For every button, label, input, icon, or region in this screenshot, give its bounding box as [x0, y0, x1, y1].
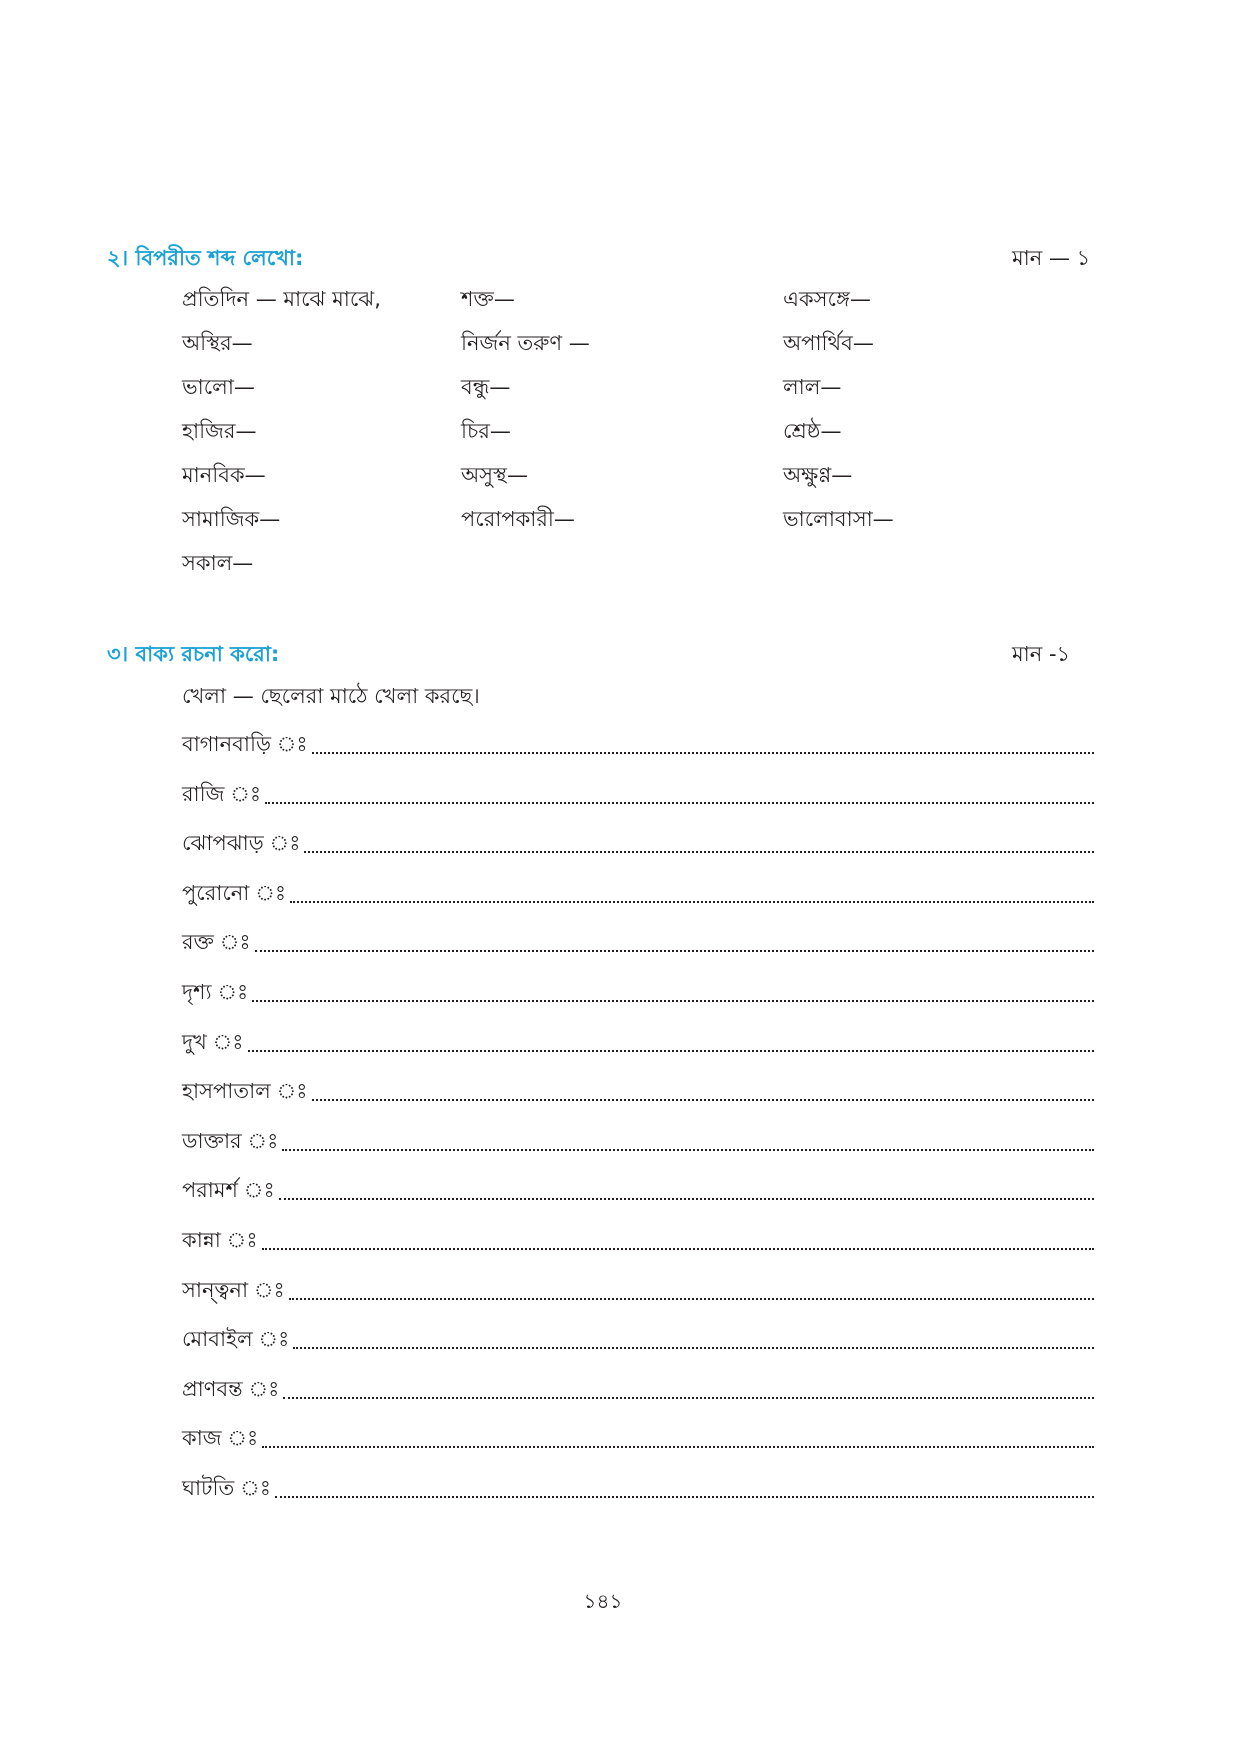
section-3-header — [107, 638, 1107, 672]
answer-line[interactable] — [275, 1496, 1094, 1498]
example-sentence: খেলা — ছেলেরা মাঠে খেলা করছে। — [182, 684, 480, 708]
sentence-word: রক্ত ঃ — [182, 930, 251, 955]
section-2-title: ২। বিপরীত শব্দ লেখো: — [107, 246, 304, 270]
sentence-row — [182, 1224, 1094, 1274]
antonym-item: হাজির— — [182, 419, 257, 443]
answer-line[interactable] — [262, 1446, 1094, 1448]
sentence-word: ঘাটতি ঃ — [182, 1475, 271, 1500]
sentence-word: হাসপাতাল ঃ — [182, 1079, 308, 1104]
antonym-row — [182, 415, 1002, 459]
antonym-item: অস্থির— — [182, 331, 253, 355]
antonym-item: অসুস্থ— — [461, 463, 528, 487]
sentence-list — [182, 728, 1094, 1522]
section-2-header — [107, 242, 1107, 276]
antonym-item: বন্ধু— — [461, 375, 511, 399]
answer-line[interactable] — [279, 1198, 1094, 1200]
section-3-title: ৩। বাক্য রচনা করো: — [107, 642, 280, 666]
antonym-item: শক্ত— — [461, 287, 515, 311]
section-2-marks: মান — ১ — [1012, 246, 1091, 270]
page-number: ১৪১ — [583, 1589, 623, 1613]
sentence-word: রাজি ঃ — [182, 781, 262, 806]
antonym-item: পরোপকারী— — [461, 507, 575, 531]
sentence-word: দৃশ্য ঃ — [182, 979, 249, 1004]
antonym-item: সকাল— — [182, 551, 254, 575]
sentence-row — [182, 877, 1094, 927]
antonym-item: ভালো— — [182, 375, 255, 399]
sentence-word: পরামর্শ ঃ — [182, 1178, 275, 1203]
answer-line[interactable] — [282, 1149, 1094, 1151]
answer-line[interactable] — [290, 901, 1094, 903]
antonym-row — [182, 459, 1002, 503]
sentence-row — [182, 1274, 1094, 1324]
sentence-row — [182, 1125, 1094, 1175]
sentence-row — [182, 728, 1094, 778]
sentence-word: বাগানবাড়ি ঃ — [182, 732, 308, 756]
antonym-item: প্রতিদিন — মাঝে মাঝে, — [182, 287, 381, 311]
answer-line[interactable] — [312, 752, 1094, 754]
antonym-item: নির্জন তরুণ — — [461, 331, 590, 355]
sentence-row — [182, 1472, 1094, 1522]
sentence-row — [182, 1174, 1094, 1224]
sentence-word: সান্ত্বনা ঃ — [182, 1277, 285, 1302]
answer-line[interactable] — [293, 1347, 1094, 1349]
answer-line[interactable] — [289, 1298, 1094, 1300]
antonym-row — [182, 371, 1002, 415]
answer-line[interactable] — [304, 851, 1094, 853]
antonym-item: শ্রেষ্ঠ— — [783, 419, 842, 443]
antonym-item: চির— — [461, 419, 511, 443]
sentence-row — [182, 1026, 1094, 1076]
sentence-row — [182, 827, 1094, 877]
sentence-row — [182, 1075, 1094, 1125]
antonym-item: অক্ষুণ্ণ— — [783, 463, 853, 487]
antonym-row — [182, 283, 1002, 327]
sentence-word: ঝোপঝাড় ঃ — [182, 831, 301, 856]
antonym-item: সামাজিক— — [182, 507, 281, 531]
sentence-row — [182, 926, 1094, 976]
antonym-row — [182, 503, 1002, 547]
answer-line[interactable] — [262, 1248, 1094, 1250]
sentence-word: পুরোনো ঃ — [182, 880, 287, 905]
antonym-item: অপার্থিব— — [783, 331, 874, 355]
sentence-word: দুখ ঃ — [182, 1029, 244, 1054]
answer-line[interactable] — [248, 1050, 1095, 1052]
answer-line[interactable] — [312, 1099, 1094, 1101]
sentence-word: প্রাণবন্ত ঃ — [182, 1376, 280, 1401]
sentence-word: কান্না ঃ — [182, 1227, 258, 1252]
sentence-word: কাজ ঃ — [182, 1426, 259, 1451]
sentence-word: মোবাইল ঃ — [182, 1327, 290, 1352]
sentence-word: ডাক্তার ঃ — [182, 1128, 279, 1153]
antonym-grid — [182, 283, 1002, 591]
answer-line[interactable] — [265, 802, 1094, 804]
sentence-row — [182, 1323, 1094, 1373]
sentence-row — [182, 1373, 1094, 1423]
answer-line[interactable] — [252, 1000, 1094, 1002]
answer-line[interactable] — [255, 950, 1094, 952]
antonym-item: মানবিক— — [182, 463, 266, 487]
sentence-row — [182, 976, 1094, 1026]
section-3-marks: মান -১ — [1012, 642, 1071, 666]
antonym-item: লাল— — [783, 375, 842, 399]
antonym-item: ভালোবাসা— — [783, 507, 894, 531]
answer-line[interactable] — [283, 1397, 1094, 1399]
antonym-row — [182, 327, 1002, 371]
antonym-item: একসঙ্গে— — [783, 287, 871, 311]
sentence-row — [182, 778, 1094, 828]
sentence-row — [182, 1422, 1094, 1472]
antonym-row — [182, 547, 1002, 591]
